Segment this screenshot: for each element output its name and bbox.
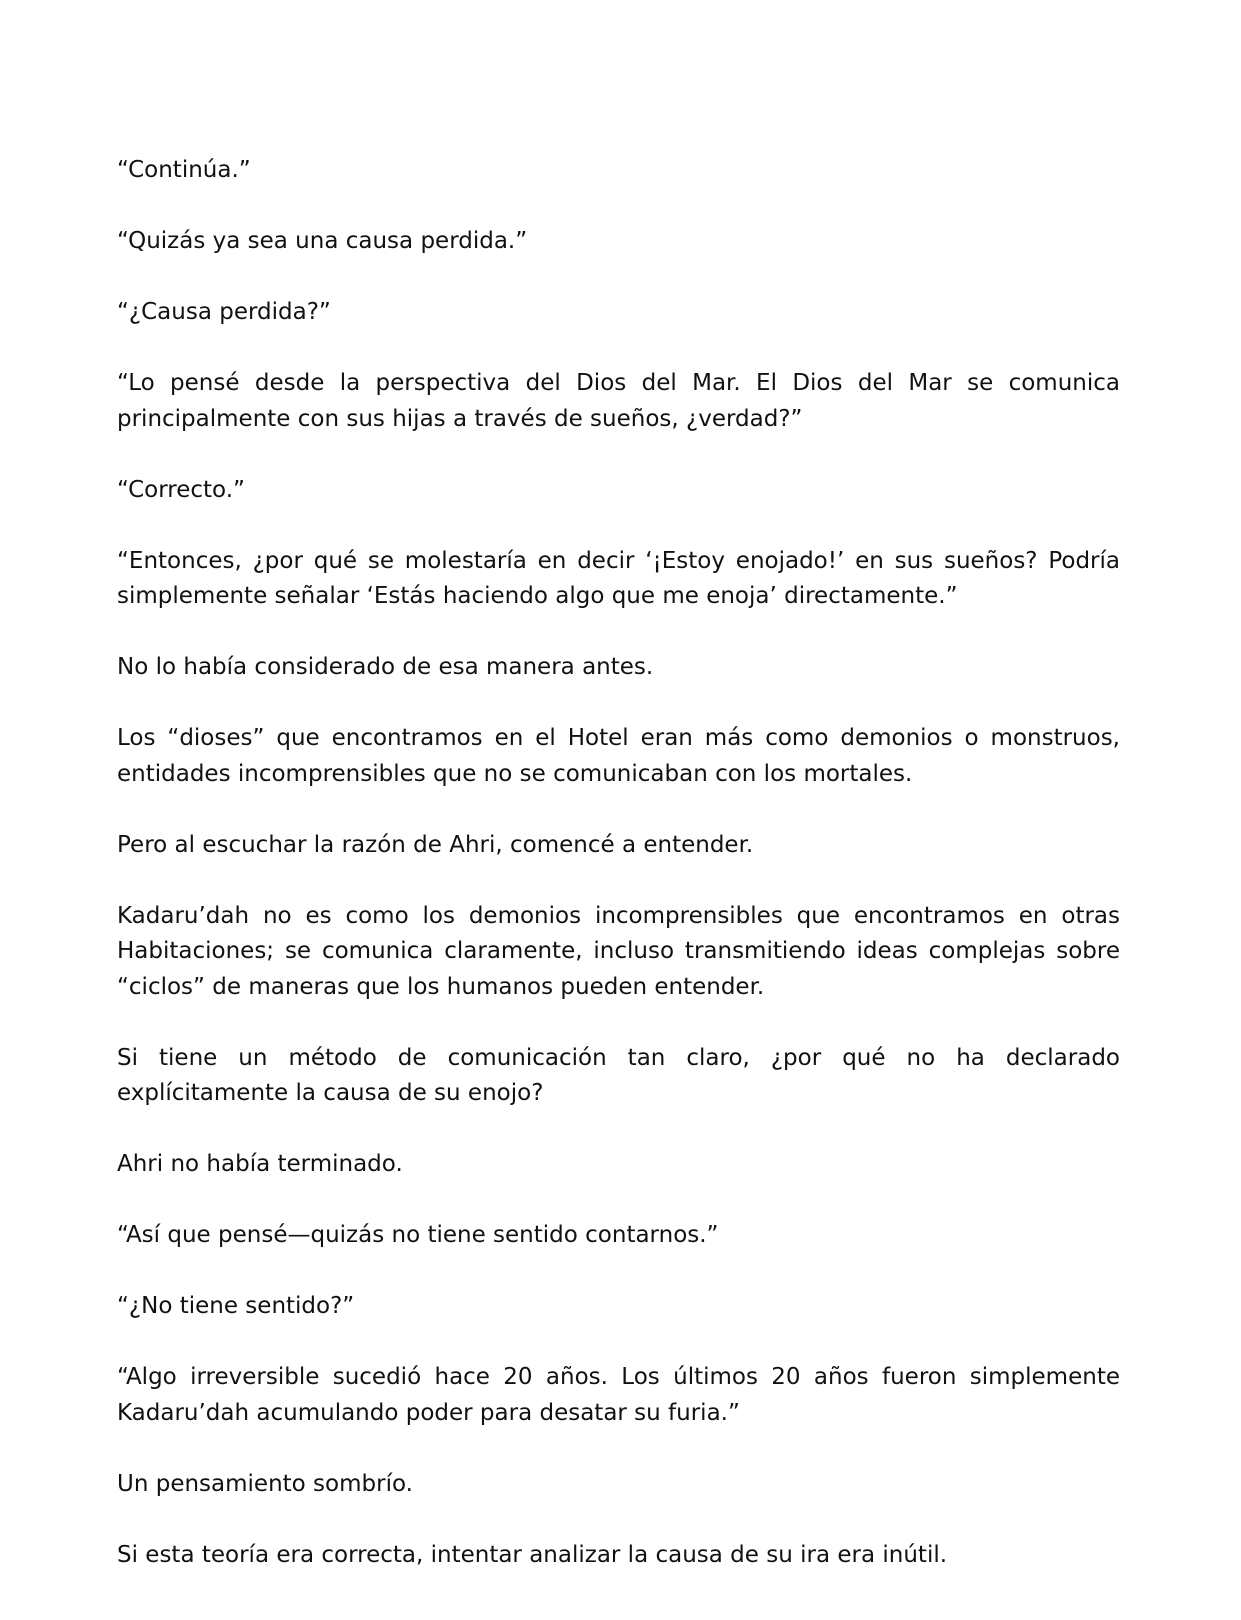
paragraph: Los “dioses” que encontramos en el Hotel eran más como demonios o monstruos, entidades incomprensibles que no se comunicaban con los mortales. <box>117 725 1120 787</box>
paragraph: Si esta teoría era correcta, intentar analizar la causa de su ira era inútil. <box>117 1541 948 1568</box>
paragraph: “¿No tiene sentido?” <box>117 1293 355 1319</box>
paragraph: “Entonces, ¿por qué se molestaría en decir ‘¡Estoy enojado!’ en sus sueños? Podría simplemente señalar ‘Estás haciendo algo que me enoja’ directamente.” <box>117 547 1120 609</box>
paragraph: Kadaru’dah no es como los demonios incomprensibles que encontramos en otras Habitaciones; se comunica claramente, incluso transmitiendo ideas complejas sobre “ciclos” de maneras que los humanos pueden entender. <box>117 902 1120 1000</box>
paragraph: No lo había considerado de esa manera antes. <box>117 654 654 680</box>
paragraph: “Quizás ya sea una causa perdida.” <box>117 228 528 254</box>
paragraph: Un pensamiento sombrío. <box>117 1470 413 1497</box>
paragraph: “Así que pensé—quizás no tiene sentido contarnos.” <box>117 1222 719 1248</box>
paragraph: Si tiene un método de comunicación tan claro, ¿por qué no ha declarado explícitamente la causa de su enojo? <box>117 1044 1120 1106</box>
paragraph: “Correcto.” <box>117 476 245 503</box>
paragraph: “Continúa.” <box>117 157 251 183</box>
paragraph: “¿Causa perdida?” <box>117 299 331 325</box>
document-body <box>117 153 1120 1573</box>
paragraph: “Lo pensé desde la perspectiva del Dios del Mar. El Dios del Mar se comunica principalmente con sus hijas a través de sueños, ¿verdad?” <box>117 370 1120 432</box>
paragraph: Pero al escuchar la razón de Ahri, comencé a entender. <box>117 831 754 858</box>
paragraph: “Algo irreversible sucedió hace 20 años. Los últimos 20 años fueron simplemente Kadaru’dah acumulando poder para desatar su furia.” <box>117 1364 1120 1426</box>
paragraph: Ahri no había terminado. <box>117 1151 403 1177</box>
